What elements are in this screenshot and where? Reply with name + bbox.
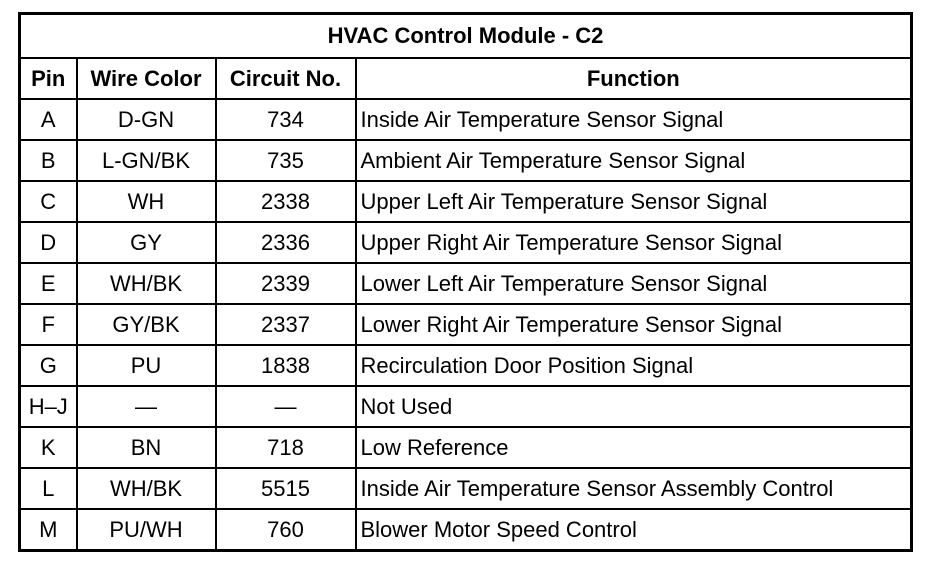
table-title-row [20, 14, 912, 59]
function-cell: Inside Air Temperature Sensor Signal [356, 99, 912, 140]
function-cell: Blower Motor Speed Control [356, 509, 912, 551]
wire-color-cell: L-GN/BK [77, 140, 216, 181]
table-title: HVAC Control Module - C2 [20, 14, 912, 59]
wire-color-cell: — [77, 386, 216, 427]
column-header-pin: Pin [20, 58, 77, 99]
column-header-circuit-no: Circuit No. [216, 58, 356, 99]
circuit-no-cell: 2336 [216, 222, 356, 263]
function-cell: Inside Air Temperature Sensor Assembly Control [356, 468, 912, 509]
table-row [20, 304, 912, 345]
pin-cell: G [20, 345, 77, 386]
table-row [20, 345, 912, 386]
wire-color-cell: D-GN [77, 99, 216, 140]
circuit-no-cell: 718 [216, 427, 356, 468]
function-cell: Ambient Air Temperature Sensor Signal [356, 140, 912, 181]
wire-color-cell: WH [77, 181, 216, 222]
table-row [20, 181, 912, 222]
wire-color-cell: PU/WH [77, 509, 216, 551]
pin-cell: H–J [20, 386, 77, 427]
circuit-no-cell: 2337 [216, 304, 356, 345]
table-row [20, 222, 912, 263]
wire-color-cell: GY [77, 222, 216, 263]
pin-cell: L [20, 468, 77, 509]
table-row [20, 140, 912, 181]
function-cell: Upper Right Air Temperature Sensor Signal [356, 222, 912, 263]
pin-cell: C [20, 181, 77, 222]
circuit-no-cell: 735 [216, 140, 356, 181]
column-header-wire-color: Wire Color [77, 58, 216, 99]
wire-color-cell: WH/BK [77, 263, 216, 304]
table-row [20, 386, 912, 427]
function-cell: Recirculation Door Position Signal [356, 345, 912, 386]
pin-cell: F [20, 304, 77, 345]
circuit-no-cell: 2339 [216, 263, 356, 304]
table-row [20, 468, 912, 509]
wire-color-cell: PU [77, 345, 216, 386]
function-cell: Not Used [356, 386, 912, 427]
column-header-function: Function [356, 58, 912, 99]
wire-color-cell: WH/BK [77, 468, 216, 509]
function-cell: Lower Right Air Temperature Sensor Signal [356, 304, 912, 345]
table-row [20, 99, 912, 140]
circuit-no-cell: 2338 [216, 181, 356, 222]
function-cell: Upper Left Air Temperature Sensor Signal [356, 181, 912, 222]
function-cell: Lower Left Air Temperature Sensor Signal [356, 263, 912, 304]
table-row [20, 509, 912, 551]
connector-pinout-table [18, 12, 913, 552]
pin-cell: M [20, 509, 77, 551]
circuit-no-cell: — [216, 386, 356, 427]
circuit-no-cell: 5515 [216, 468, 356, 509]
pin-cell: E [20, 263, 77, 304]
wire-color-cell: BN [77, 427, 216, 468]
pin-cell: D [20, 222, 77, 263]
function-cell: Low Reference [356, 427, 912, 468]
circuit-no-cell: 734 [216, 99, 356, 140]
pin-cell: K [20, 427, 77, 468]
circuit-no-cell: 1838 [216, 345, 356, 386]
pin-cell: A [20, 99, 77, 140]
wire-color-cell: GY/BK [77, 304, 216, 345]
table-row [20, 427, 912, 468]
table-header-row [20, 58, 912, 99]
circuit-no-cell: 760 [216, 509, 356, 551]
pin-cell: B [20, 140, 77, 181]
table-row [20, 263, 912, 304]
